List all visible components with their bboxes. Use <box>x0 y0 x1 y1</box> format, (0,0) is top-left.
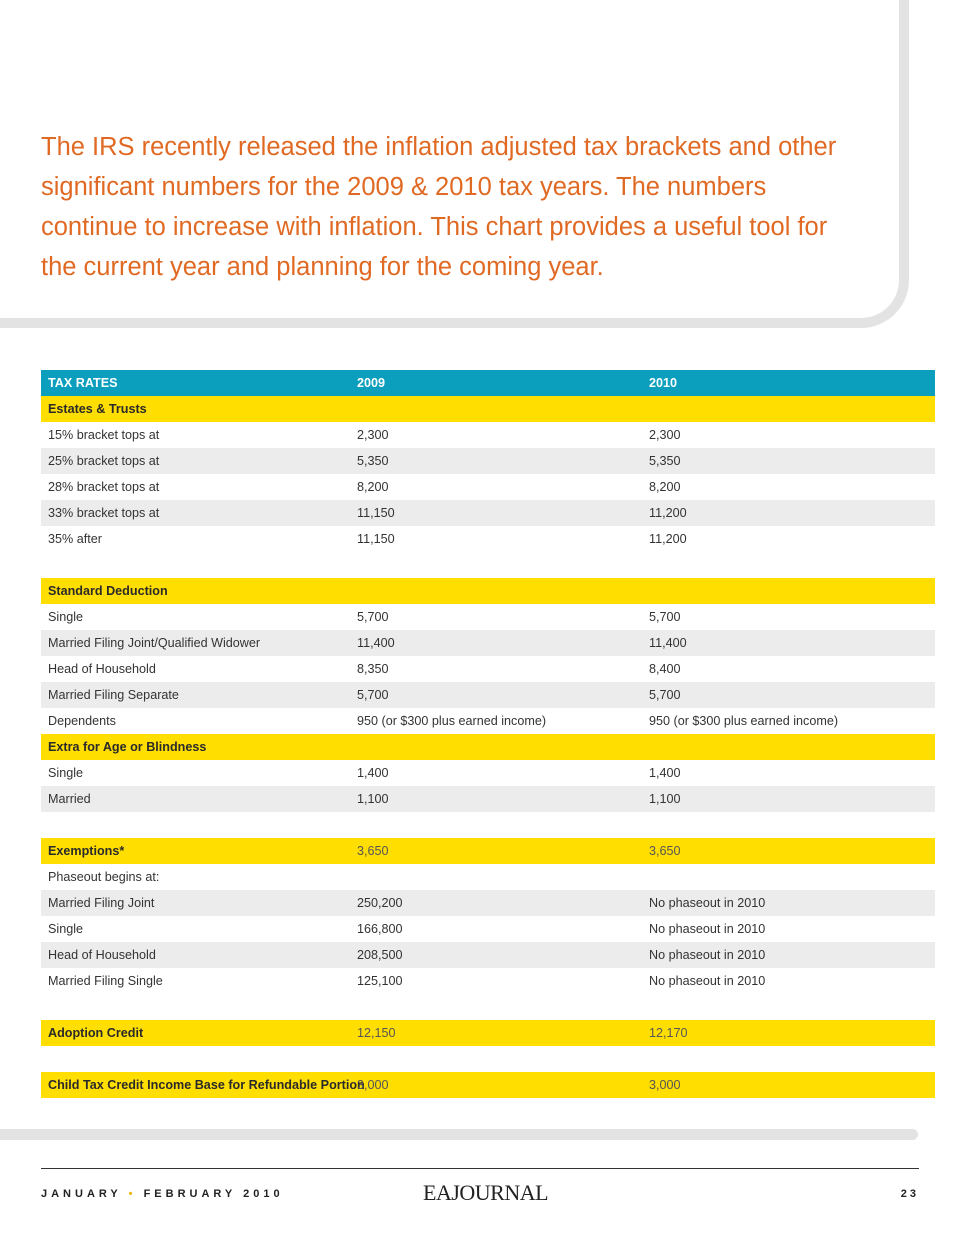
value-2010: No phaseout in 2010 <box>649 922 766 936</box>
header-year-2010: 2010 <box>649 376 678 390</box>
value-2009: 12,150 <box>357 1026 396 1040</box>
value-2009: 5,350 <box>357 454 389 468</box>
value-2010: No phaseout in 2010 <box>649 948 766 962</box>
spacer-row <box>41 552 935 578</box>
table-row <box>41 422 935 448</box>
value-2009: 950 (or $300 plus earned income) <box>357 714 547 728</box>
value-2010: 5,700 <box>649 610 681 624</box>
row-label: Married Filing Joint/Qualified Widower <box>48 636 261 650</box>
value-2010: 8,400 <box>649 662 681 676</box>
issue-date <box>41 1188 284 1200</box>
row-label: Child Tax Credit Income Base for Refundable Portion <box>48 1078 365 1092</box>
value-2010: 950 (or $300 plus earned income) <box>649 714 839 728</box>
value-2009: 3,650 <box>357 844 389 858</box>
value-2009: 8,350 <box>357 662 389 676</box>
row-label: Married Filing Single <box>48 974 163 988</box>
table-row <box>41 916 935 942</box>
value-2009: 5,700 <box>357 610 389 624</box>
row-label: 25% bracket tops at <box>48 454 160 468</box>
value-2010: 1,400 <box>649 766 681 780</box>
table-row <box>41 682 935 708</box>
value-2010: 11,400 <box>649 636 687 650</box>
row-label: Married Filing Separate <box>48 688 179 702</box>
row-label: Married <box>48 792 91 806</box>
intro-paragraph: The IRS recently released the inflation adjusted tax brackets and other significant numbers for the 2009 & 2010 tax years. The numbers continue to increase with inflation. This chart provides a useful tool for the current year and planning for the coming year. <box>41 133 837 281</box>
section-row <box>41 1072 935 1098</box>
spacer-row <box>41 994 935 1020</box>
spacer-row <box>41 1046 935 1072</box>
row-label: Married Filing Joint <box>48 896 155 910</box>
table-row <box>41 448 935 474</box>
value-2009: 1,400 <box>357 766 389 780</box>
table-row <box>41 786 935 812</box>
table-row <box>41 630 935 656</box>
footer-rule <box>41 1168 919 1169</box>
section-row <box>41 838 935 864</box>
row-label: 33% bracket tops at <box>48 506 160 520</box>
value-2009: 250,200 <box>357 896 403 910</box>
table-row <box>41 890 935 916</box>
value-2010: 5,350 <box>649 454 681 468</box>
row-label: Adoption Credit <box>48 1026 144 1040</box>
table-row <box>41 526 935 552</box>
decorative-bottom-bar <box>0 1129 918 1140</box>
value-2009: 11,150 <box>357 506 395 520</box>
row-label: Single <box>48 766 84 780</box>
table-row <box>41 760 935 786</box>
journal-logo: EAJOURNAL <box>423 1180 549 1205</box>
header-label: TAX RATES <box>48 376 118 390</box>
tax-rates-table <box>41 370 935 1098</box>
row-label: Exemptions* <box>48 844 125 858</box>
date-separator: • <box>128 1188 137 1200</box>
row-label: Single <box>48 922 84 936</box>
value-2010: 11,200 <box>649 506 687 520</box>
value-2010: 3,000 <box>649 1078 681 1092</box>
header-year-2009: 2009 <box>357 376 386 390</box>
value-2010: No phaseout in 2010 <box>649 896 766 910</box>
row-label: Head of Household <box>48 948 156 962</box>
section-row <box>41 578 935 604</box>
row-label: Extra for Age or Blindness <box>48 740 207 754</box>
section-row <box>41 734 935 760</box>
value-2010: 12,170 <box>649 1026 688 1040</box>
value-2009: 125,100 <box>357 974 403 988</box>
value-2009: 5,700 <box>357 688 389 702</box>
table-header-row <box>41 370 935 396</box>
value-2010: 11,200 <box>649 532 687 546</box>
table-body <box>41 396 935 1098</box>
row-label: 35% after <box>48 532 102 546</box>
row-label: 15% bracket tops at <box>48 428 160 442</box>
value-2010: 5,700 <box>649 688 681 702</box>
table-row <box>41 942 935 968</box>
table-row <box>41 604 935 630</box>
value-2009: 8,200 <box>357 480 389 494</box>
row-label: Phaseout begins at: <box>48 870 160 884</box>
value-2009: 3,000 <box>357 1078 389 1092</box>
value-2009: 11,150 <box>357 532 395 546</box>
value-2010: 2,300 <box>649 428 681 442</box>
value-2010: 3,650 <box>649 844 681 858</box>
row-label: Estates & Trusts <box>48 402 147 416</box>
row-label: Single <box>48 610 84 624</box>
section-row <box>41 1020 935 1046</box>
row-label: Standard Deduction <box>48 584 168 598</box>
table-row <box>41 968 935 994</box>
value-2009: 11,400 <box>357 636 395 650</box>
value-2009: 208,500 <box>357 948 403 962</box>
table-row <box>41 656 935 682</box>
row-label: Head of Household <box>48 662 156 676</box>
table-row <box>41 474 935 500</box>
value-2010: 8,200 <box>649 480 681 494</box>
value-2010: No phaseout in 2010 <box>649 974 766 988</box>
table-row <box>41 500 935 526</box>
value-2010: 1,100 <box>649 792 681 806</box>
value-2009: 1,100 <box>357 792 389 806</box>
issue-month-2: FEBRUARY 2010 <box>143 1188 284 1200</box>
section-row <box>41 396 935 422</box>
row-label: Dependents <box>48 714 116 728</box>
value-2009: 2,300 <box>357 428 389 442</box>
issue-month-1: JANUARY <box>41 1188 122 1200</box>
table-row <box>41 708 935 734</box>
table-row <box>41 864 935 890</box>
spacer-row <box>41 812 935 838</box>
page-number: 23 <box>900 1188 919 1200</box>
value-2009: 166,800 <box>357 922 403 936</box>
row-label: 28% bracket tops at <box>48 480 160 494</box>
